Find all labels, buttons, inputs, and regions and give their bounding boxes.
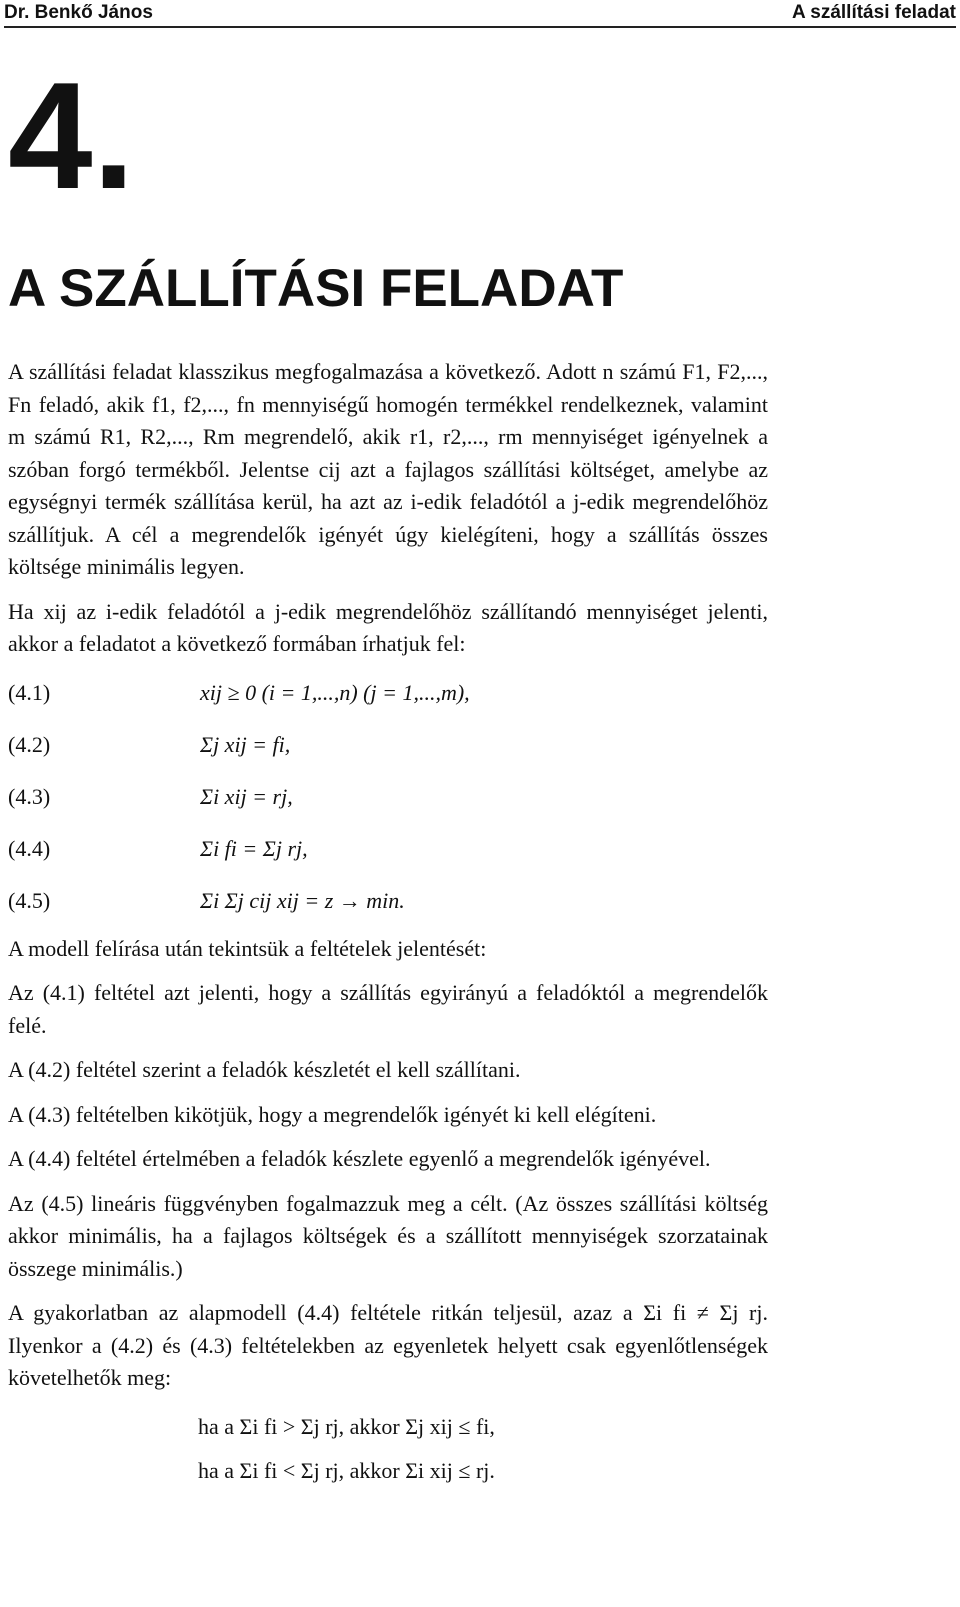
header-author: Dr. Benkő János	[4, 2, 153, 23]
inequality-line-1: ha a Σi fi > Σj rj, akkor Σj xij ≤ fi,	[198, 1413, 495, 1439]
equation-body: Σi fi = Σj rj,	[200, 836, 308, 862]
equation-label: (4.4)	[8, 836, 51, 862]
equation-label: (4.1)	[8, 680, 51, 706]
equation-label: (4.2)	[8, 732, 51, 758]
equation-4-5	[8, 883, 768, 921]
explanation-item-4-1: Az (4.1) feltétel azt jelenti, hogy a szállítás egyirányú a feladóktól a megrendelők felé.	[8, 980, 768, 1038]
equation-body: Σi Σj cij xij = z → min.	[200, 888, 405, 914]
chapter-body	[8, 356, 768, 1493]
page-header	[4, 0, 956, 28]
intro-paragraph-2: Ha xij az i-edik feladótól a j-edik megrendelőhöz szállítandó mennyiséget jelenti, akkor a feladatot a következő formában írhatjuk fel:	[8, 598, 768, 656]
equation-label: (4.3)	[8, 784, 51, 810]
equation-body: Σj xij = fi,	[200, 732, 291, 758]
practice-paragraph: A gyakorlatban az alapmodell (4.4) feltétele ritkán teljesül, azaz a Σi fi ≠ Σj rj. Ilyenkor a (4.2) és (4.3) feltételekben az egyenletek helyett csak egyenlőtlenségek követelhetők meg:	[8, 1300, 768, 1390]
intro-paragraph-1: A szállítási feladat klasszikus megfogalmazása a következő. Adott n számú F1, F2,..., Fn feladó, akik f1, f2,..., fn mennyiségű homogén termékkel rendelkeznek, valamint m számú R1, R2,..., Rm megrendelő, akik r1, r2,..., rm mennyiséget igényelnek a szóban forgó termékből. Jelentse cij azt a fajlagos szállítási költséget, amelybe az egységnyi termék szállítása kerül, ha azt az i-edik feladótól a j-edik megrendelőhöz szállítjuk. A cél a megrendelők igényét úgy kielégíteni, hogy a szállítás összes költsége minimális legyen.	[8, 359, 768, 579]
inequality-lines	[8, 1405, 768, 1493]
chapter-title: A SZÁLLÍTÁSI FELADAT	[8, 259, 624, 318]
equation-4-4	[8, 831, 768, 869]
equation-4-1	[8, 675, 768, 713]
inequality-line-2: ha a Σi fi < Σj rj, akkor Σi xij ≤ rj.	[198, 1457, 495, 1483]
chapter-number: 4.	[8, 51, 135, 221]
explanation-item-4-4: A (4.4) feltétel értelmében a feladók készlete egyenlő a megrendelők igényével.	[8, 1146, 711, 1171]
equation-4-2	[8, 727, 768, 765]
header-section-title: A szállítási feladat	[791, 2, 956, 23]
explanation-item-4-2: A (4.2) feltétel szerint a feladók készletét el kell szállítani.	[8, 1057, 521, 1082]
explanation-lead: A modell felírása után tekintsük a feltételek jelentését:	[8, 935, 487, 961]
equation-body: xij ≥ 0 (i = 1,...,n) (j = 1,...,m),	[200, 680, 470, 706]
equation-body: Σi xij = rj,	[200, 784, 293, 810]
equation-label: (4.5)	[8, 888, 51, 914]
equation-list	[8, 675, 768, 921]
explanation-item-4-5: Az (4.5) lineáris függvényben fogalmazzuk meg a célt. (Az összes szállítási költség akkor minimális, ha a fajlagos költségek és a szállított mennyiségek szorzatainak összege minimális.)	[8, 1190, 768, 1281]
equation-4-3	[8, 779, 768, 817]
explanation-item-4-3: A (4.3) feltételben kikötjük, hogy a megrendelők igényét ki kell elégíteni.	[8, 1101, 657, 1127]
